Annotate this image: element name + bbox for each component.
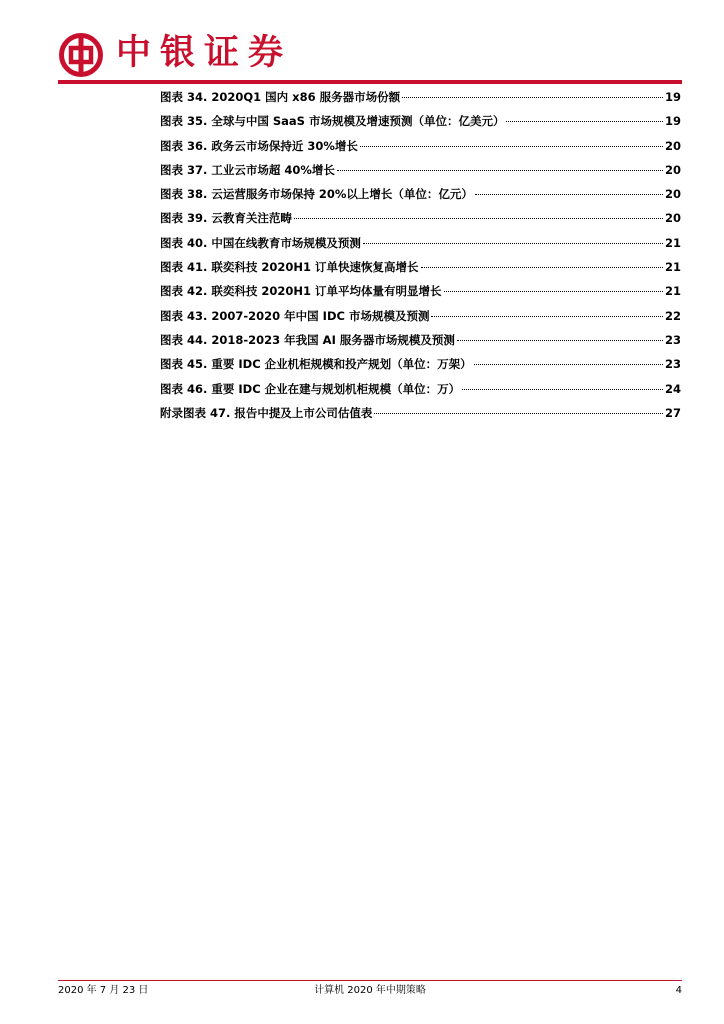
toc-leader-dots (475, 194, 663, 195)
toc-entry-title: 图表 35. 全球与中国 SaaS 市场规模及增速预测（单位：亿美元） (160, 114, 505, 129)
toc-entry[interactable] (160, 283, 681, 307)
toc-entry[interactable] (160, 381, 681, 405)
page-header (58, 24, 688, 80)
toc-leader-dots (294, 218, 663, 219)
figure-index-list (160, 89, 681, 429)
toc-entry[interactable] (160, 235, 681, 259)
toc-entry-page: 19 (664, 90, 681, 104)
toc-leader-dots (462, 389, 663, 390)
toc-leader-dots (457, 340, 663, 341)
toc-leader-dots (360, 146, 663, 147)
toc-entry-title: 图表 44. 2018-2023 年我国 AI 服务器市场规模及预测 (160, 332, 455, 347)
toc-entry-page: 19 (664, 114, 681, 129)
toc-entry[interactable] (160, 186, 681, 210)
toc-leader-dots (363, 243, 663, 244)
toc-entry[interactable] (160, 138, 681, 162)
toc-entry-page: 21 (664, 284, 681, 299)
toc-entry[interactable] (160, 89, 681, 113)
toc-entry-title: 图表 42. 联奕科技 2020H1 订单平均体量有明显增长 (160, 284, 442, 299)
toc-entry-title: 附录图表 47. 报告中提及上市公司估值表 (160, 405, 373, 420)
brand-name: 中银证券 (116, 32, 293, 73)
toc-entry-page: 27 (664, 405, 681, 420)
page-footer (58, 984, 682, 998)
report-title: 计算机 2020 年中期策略 (314, 985, 426, 996)
toc-leader-dots (421, 267, 663, 268)
toc-leader-dots (444, 291, 663, 292)
toc-entry-title: 图表 45. 重要 IDC 企业机柜规模和投产规划（单位：万架） (160, 357, 472, 372)
page-number: 4 (675, 985, 682, 996)
toc-entry[interactable] (160, 405, 681, 429)
toc-entry-title: 图表 41. 联奕科技 2020H1 订单快速恢复高增长 (160, 260, 419, 275)
toc-entry-title: 图表 34. 2020Q1 国内 x86 服务器市场份额 (160, 90, 401, 104)
report-date: 2020 年 7 月 23 日 (58, 985, 149, 996)
footer-divider (58, 980, 682, 981)
toc-entry[interactable] (160, 113, 681, 137)
toc-entry-title: 图表 46. 重要 IDC 企业在建与规划机柜规模（单位：万） (160, 381, 461, 396)
toc-entry[interactable] (160, 259, 681, 283)
toc-entry-page: 23 (664, 332, 681, 347)
toc-entry-page: 24 (664, 381, 681, 396)
toc-entry-page: 20 (664, 211, 681, 226)
toc-leader-dots (337, 170, 663, 171)
toc-entry-title: 图表 43. 2007-2020 年中国 IDC 市场规模及预测 (160, 308, 430, 323)
toc-entry-title: 图表 40. 中国在线教育市场规模及预测 (160, 235, 361, 250)
bank-of-china-logo-icon (58, 32, 104, 78)
header-divider (58, 80, 682, 84)
toc-entry-page: 20 (664, 162, 681, 177)
toc-entry[interactable] (160, 308, 681, 332)
toc-leader-dots (474, 364, 663, 365)
toc-entry-page: 20 (664, 187, 681, 202)
toc-entry-title: 图表 36. 政务云市场保持近 30%增长 (160, 138, 358, 153)
toc-entry-title: 图表 38. 云运营服务市场保持 20%以上增长（单位：亿元） (160, 187, 473, 202)
toc-leader-dots (374, 413, 663, 414)
toc-entry-page: 22 (664, 308, 681, 323)
toc-entry-page: 23 (664, 357, 681, 372)
toc-entry[interactable] (160, 210, 681, 234)
toc-leader-dots (431, 316, 663, 317)
toc-leader-dots (506, 121, 663, 122)
toc-entry[interactable] (160, 356, 681, 380)
toc-entry-title: 图表 37. 工业云市场超 40%增长 (160, 162, 335, 177)
toc-entry[interactable] (160, 162, 681, 186)
toc-entry-title: 图表 39. 云教育关注范畴 (160, 211, 292, 226)
toc-entry-page: 21 (664, 260, 681, 275)
toc-leader-dots (402, 97, 663, 98)
toc-entry-page: 21 (664, 235, 681, 250)
toc-entry[interactable] (160, 332, 681, 356)
toc-entry-page: 20 (664, 138, 681, 153)
